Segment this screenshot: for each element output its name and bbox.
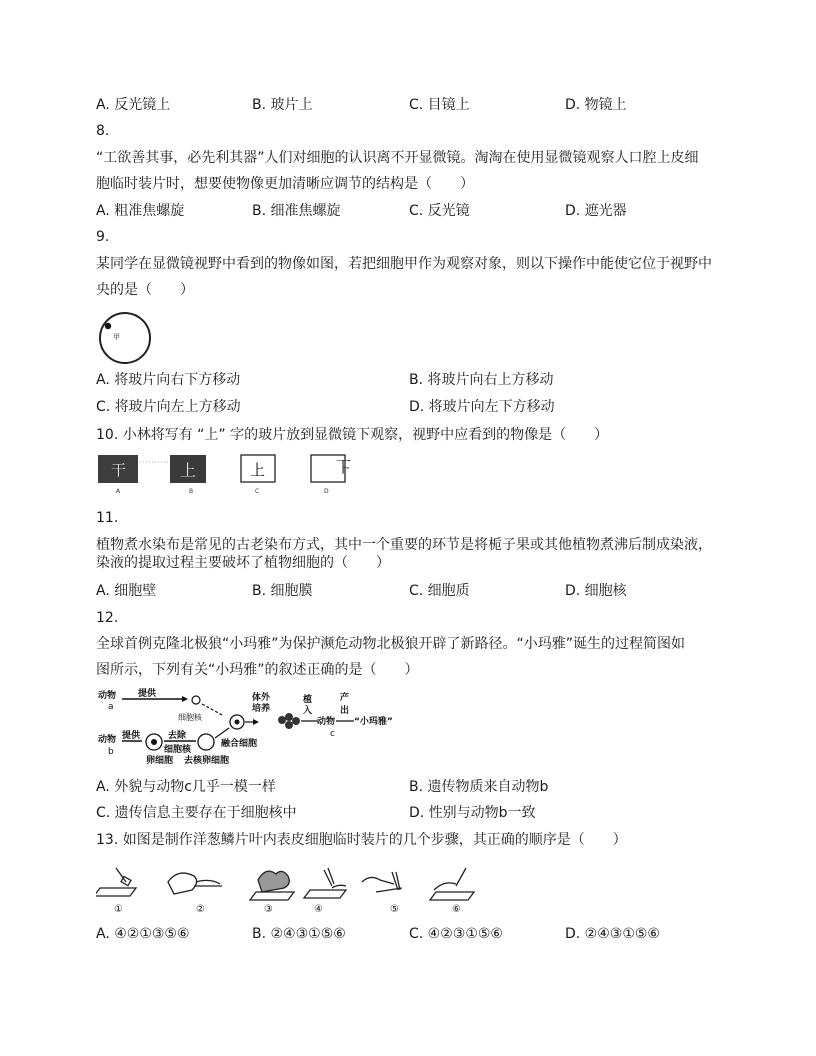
q13-option-c[interactable]: C. ④②③①⑤⑥ xyxy=(409,926,503,942)
q11-option-d[interactable]: D. 细胞核 xyxy=(565,583,627,599)
q9-option-a[interactable]: A. 将玻片向右下方移动 xyxy=(96,372,241,388)
q13-step-label-2: ② xyxy=(196,904,205,915)
q8-number: 8. xyxy=(96,123,110,139)
q8-option-d[interactable]: D. 遮光器 xyxy=(565,203,627,219)
q8-option-a[interactable]: A. 粗准焦螺旋 xyxy=(96,203,185,219)
q12-arrowhead-culture xyxy=(253,719,259,725)
q12-arrowhead-a xyxy=(182,696,188,702)
q13-step-6-illustration xyxy=(430,868,474,900)
q12-option-a[interactable]: A. 外貌与动物c几乎一模一样 xyxy=(96,779,276,795)
q9-option-b[interactable]: B. 将玻片向右上方移动 xyxy=(409,372,554,388)
q13-option-d[interactable]: D. ②④③①⑤⑥ xyxy=(565,926,660,942)
q13-step-1-illustration xyxy=(96,868,136,896)
q11-number: 11. xyxy=(96,510,119,526)
q12-produce-2: 出 xyxy=(340,706,350,716)
q7-option-a[interactable]: A. 反光镜上 xyxy=(96,97,171,113)
q12-enucleated-egg-icon xyxy=(198,734,214,750)
q12-enucleated-label: 去核卵细胞 xyxy=(184,756,230,766)
q12-embryo-icon xyxy=(278,713,300,729)
q13-option-b[interactable]: B. ②④③①⑤⑥ xyxy=(252,926,346,942)
q12-implant-1: 植 xyxy=(303,695,313,705)
q11-stem-line1: 植物煮水染布是常见的古老染布方式，其中一个重要的环节是将栀子果或其他植物煮沸后制成染液， xyxy=(96,537,712,553)
q12-provide-2: 提供 xyxy=(122,731,141,741)
q13-steps-figure xyxy=(96,862,496,918)
cell-jia-label: 甲 xyxy=(113,333,120,341)
field-of-view-circle xyxy=(100,313,150,363)
q12-animal-a-letter: a xyxy=(108,702,114,712)
q12-animal-b-text: 动物 xyxy=(98,735,117,745)
q13-step-label-4: ④ xyxy=(314,904,323,915)
q7-option-d[interactable]: D. 物镜上 xyxy=(565,97,627,113)
q12-option-d[interactable]: D. 性别与动物b一致 xyxy=(409,805,536,821)
q13-step-3-illustration xyxy=(250,871,294,900)
q12-remove-2: 细胞核 xyxy=(164,745,192,755)
q9-microscope-field-figure xyxy=(96,306,158,366)
q13-step-label-5: ⑤ xyxy=(390,904,399,915)
q12-egg-label: 卵细胞 xyxy=(146,756,174,766)
q11-stem-line2: 染液的提取过程主要破坏了植物细胞的（ ） xyxy=(96,555,390,571)
q12-fused-cell-nucleus xyxy=(235,720,240,725)
q9-stem-line2: 央的是（ ） xyxy=(96,282,194,298)
q12-implant-2: 入 xyxy=(303,706,313,716)
q13-step-5-illustration xyxy=(362,872,402,892)
q12-option-c[interactable]: C. 遗传信息主要存在于细胞核中 xyxy=(96,805,297,821)
q9-option-c[interactable]: C. 将玻片向左上方移动 xyxy=(96,399,241,415)
q12-mayan-label: “小玛雅” xyxy=(354,717,393,727)
q7-option-c[interactable]: C. 目镜上 xyxy=(409,97,470,113)
q11-option-b[interactable]: B. 细胞膜 xyxy=(252,583,313,599)
q10-letter-c: C xyxy=(255,488,260,495)
q10-stem: 10. 小林将写有 “上” 字的玻片放到显微镜下观察，视野中应看到的物像是（ ） xyxy=(96,427,609,443)
q13-step-2-illustration xyxy=(168,873,222,894)
q12-cloning-diagram xyxy=(96,686,416,766)
q8-option-c[interactable]: C. 反光镜 xyxy=(409,203,470,219)
q12-produce-1: 产 xyxy=(340,693,350,703)
q12-nucleus-label: 细胞核 xyxy=(178,713,202,722)
q12-number: 12. xyxy=(96,610,119,626)
q13-stem: 13. 如图是制作洋葱鳞片叶内表皮细胞临时装片的几个步骤，其正确的顺序是（ ） xyxy=(96,832,627,848)
q10-option-d-glyph: 上 xyxy=(336,457,352,475)
q12-option-b[interactable]: B. 遗传物质来自动物b xyxy=(409,779,549,795)
q9-number: 9. xyxy=(96,229,110,245)
cell-jia-dot xyxy=(105,323,111,329)
q8-stem-line1: “工欲善其事，必先利其器”人们对细胞的认识离不开显微镜。淘淘在使用显微镜观察人口腔上皮细 xyxy=(96,150,699,166)
q13-step-label-1: ① xyxy=(114,904,123,915)
q12-animal-c-letter: c xyxy=(330,729,335,739)
q8-option-b[interactable]: B. 细准焦螺旋 xyxy=(252,203,341,219)
q12-culture-1: 体外 xyxy=(252,693,271,703)
q11-option-a[interactable]: A. 细胞壁 xyxy=(96,583,157,599)
q10-option-b-glyph: 上 xyxy=(180,461,197,480)
q12-stem-line1: 全球首例克隆北极狼“小玛雅”为保护濒危动物北极狼开辟了新路径。“小玛雅”诞生的过程简图如 xyxy=(96,636,686,652)
q7-option-b[interactable]: B. 玻片上 xyxy=(252,97,313,113)
q10-letter-d: D xyxy=(324,488,329,495)
q10-option-a-glyph: 干 xyxy=(111,461,127,479)
q12-egg-nucleus xyxy=(151,739,157,745)
q13-step-label-3: ③ xyxy=(264,904,273,915)
q13-step-4-illustration xyxy=(304,868,346,898)
q9-stem-line1: 某同学在显微镜视野中看到的物像如图，若把细胞甲作为观察对象，则以下操作中能使它位于视野中 xyxy=(96,256,712,272)
q12-nucleus-icon xyxy=(192,696,200,704)
q12-culture-2: 培养 xyxy=(252,704,271,714)
q12-animal-a-text: 动物 xyxy=(98,691,117,701)
q10-letter-a: A xyxy=(116,488,121,495)
q12-dashed-arrow xyxy=(202,704,224,716)
q9-option-d[interactable]: D. 将玻片向左下方移动 xyxy=(409,399,555,415)
q12-animal-b-letter: b xyxy=(108,747,114,757)
q10-letter-b: B xyxy=(189,488,194,495)
q12-animal-c-text: 动物 xyxy=(317,717,336,727)
q13-option-a[interactable]: A. ④②①③⑤⑥ xyxy=(96,926,190,942)
q12-stem-line2: 图所示，下列有关“小玛雅”的叙述正确的是（ ） xyxy=(96,662,419,678)
q10-image-options-figure xyxy=(96,452,356,496)
q11-option-c[interactable]: C. 细胞质 xyxy=(409,583,470,599)
q12-arrow-to-fusion xyxy=(215,728,229,738)
q12-provide-1: 提供 xyxy=(138,689,157,699)
q8-stem-line2: 胞临时装片时，想要使物像更加清晰应调节的结构是（ ） xyxy=(96,176,474,192)
q10-option-c-glyph: 上 xyxy=(250,461,266,479)
q12-remove-1: 去除 xyxy=(168,731,187,741)
q12-fused-label: 融合细胞 xyxy=(221,739,258,749)
q13-step-label-6: ⑥ xyxy=(452,904,461,915)
